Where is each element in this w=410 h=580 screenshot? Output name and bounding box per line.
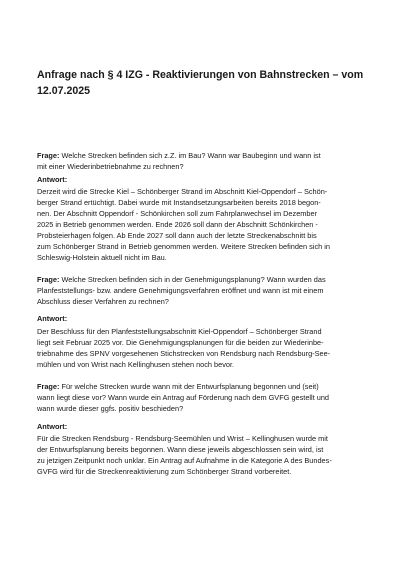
question-text: Planfeststellungs- bzw. andere Genehmigungsverfahren eröffnet und wann ist mit einem (37, 286, 324, 295)
answer-text: triebnahme des SPNV vorgesehenen Stichstrecken von Rendsburg nach Rendsburg-See- (37, 349, 331, 358)
answer-text: nen. Der Abschnitt Oppendorf - Schönkirchen soll zum Fahrplanwechsel im Dezember (37, 209, 318, 218)
question-label: Frage: (37, 275, 60, 284)
question-label: Frage: (37, 151, 60, 160)
answer-text: GVFG wird für die Streckenreaktivierung zum Schönberger Strand vorbereitet. (37, 467, 292, 476)
question-block (37, 274, 377, 307)
answer-block (37, 421, 377, 432)
answer-text: Für die Strecken Rendsburg - Rendsburg-Seemühlen und Wrist – Kellinghusen wurde mit (37, 434, 328, 443)
answer-text: Probsteierhagen folgen. Ab Ende 2027 soll dann auch der letzte Streckenabschnitt bis (37, 231, 317, 240)
question-text: mit einer Wiederinbetriebnahme zu rechnen? (37, 162, 184, 171)
question-text: wann wurde dieser ggfs. positiv beschieden? (37, 404, 184, 413)
question-block (37, 381, 377, 414)
answer-text: berger Strand ertüchtigt. Dabei wurde mit Instandsetzungsarbeiten bereits 2018 begon- (37, 198, 321, 207)
title-line: 12.07.2025 (37, 85, 91, 97)
answer-text: mühlen und von Wrist nach Kellinghusen stehen noch bevor. (37, 360, 235, 369)
answer-block (37, 313, 377, 324)
answer-text: Schleswig-Holstein aktuell nicht im Bau. (37, 253, 167, 262)
answer-text: zum Schönberger Strand in Betrieb genommen werden. Weitere Strecken befinden sich in (37, 242, 330, 251)
document-title (37, 67, 377, 99)
question-text: Welche Strecken befinden sich in der Genehmigungsplanung? Wann wurden das (59, 275, 326, 284)
answer-text: liegt seit Februar 2025 vor. Die Genehmigungsplanungen für die beiden zur Wiederinbe- (37, 338, 324, 347)
answer-text: zu jetzigen Zeitpunkt noch unklar. Ein Antrag auf Aufnahme in die Kategorie A des Bundes- (37, 456, 332, 465)
question-text: Welche Strecken befinden sich z.Z. im Bau? Wann war Baubeginn und wann ist (59, 151, 321, 160)
answer-block (37, 174, 377, 185)
question-label: Frage: (37, 382, 60, 391)
answer-text-block (37, 326, 377, 370)
question-text: Abschluss dieser Verfahren zu rechnen? (37, 297, 169, 306)
answer-text: der Entwurfsplanung bereits begonnen. Wann diese jeweils abgeschlossen sein wird, ist (37, 445, 324, 454)
answer-label: Antwort: (37, 175, 68, 184)
question-block (37, 150, 377, 172)
answer-text: Der Beschluss für den Planfeststellungsabschnitt Kiel-Oppendorf – Schönberger Strand (37, 327, 322, 336)
answer-text: 2025 in Betrieb genommen werden. Ende 2026 soll dann der Abschnitt Schönkirchen - (37, 220, 318, 229)
answer-text-block (37, 186, 377, 263)
question-text: Für welche Strecken wurde wann mit der Entwurfsplanung begonnen und (seit) (59, 382, 319, 391)
answer-text-block (37, 433, 377, 477)
answer-text: Derzeit wird die Strecke Kiel – Schönberger Strand im Abschnitt Kiel-Oppendorf – Schön- (37, 187, 328, 196)
question-text: wann liegt diese vor? Wann wurde ein Antrag auf Förderung nach dem GVFG gestellt und (37, 393, 330, 402)
answer-label: Antwort: (37, 314, 68, 323)
title-line: Anfrage nach § 4 IZG - Reaktivierungen von Bahnstrecken – vom (37, 69, 364, 81)
answer-label: Antwort: (37, 422, 68, 431)
